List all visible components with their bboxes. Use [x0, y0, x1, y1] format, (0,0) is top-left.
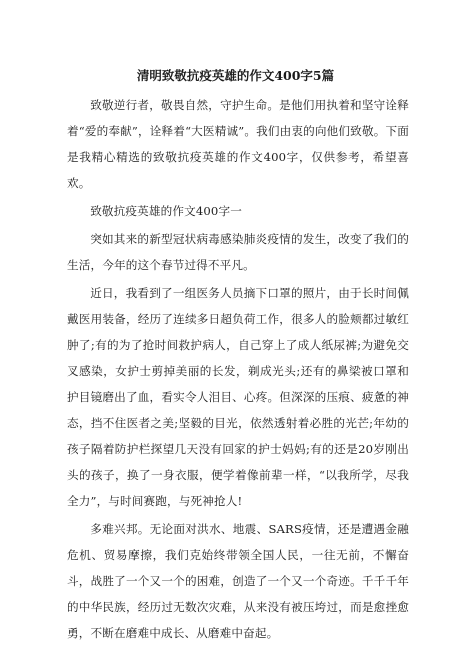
section-paragraph-1: 突如其来的新型冠状病毒感染肺炎疫情的发生，改变了我们的生活，今年的这个春节过得不平凡。	[67, 232, 409, 272]
section-paragraph-3: 多难兴邦。无论面对洪水、地震、SARS疫情，还是遭遇金融危机、贸易摩擦，我们克始终带领全国人民，一往无前，不懈奋斗，战胜了一个又一个的困难，创造了一个又一个奇迹。千千千年的中华民族，经历过无数次灾难，从来没有被压垮过，而是愈挫愈勇，不断在磨难中成长、从磨难中奋起。	[67, 522, 409, 640]
intro-block	[67, 92, 409, 196]
essay-section	[67, 198, 409, 646]
document-title: 清明致敬抗疫英雄的作文400字5篇	[136, 68, 335, 83]
section-heading: 致敬抗疫英雄的作文400字一	[90, 204, 242, 218]
intro-paragraph: 致敬逆行者，敬畏自然，守护生命。是他们用执着和坚守诠释着“爱的奉献”，诠释着“大医精诚”。我们由衷的向他们致敬。下面是我精心精选的致敬抗疫英雄的作文400字，仅供参考，希望喜欢。	[67, 98, 409, 190]
section-paragraph-2: 近日，我看到了一组医务人员摘下口罩的照片，由于长时间佩戴医用装备，经历了连续多日超负荷工作，很多人的脸颊都过敏红肿了;有的为了抢时间救护病人，自己穿上了成人纸尿裤;为避免交叉感染，女护士剪掉美丽的长发，剃成光头;还有的鼻梁被口罩和护目镜磨出了血，看实令人泪目、心疼。但深深的压痕、疲惫的神态，挡不住医者之美;坚毅的目光，依然透射着必胜的光芒;年幼的孩子隔着防护栏探望几天没有回家的护士妈妈;有的还是20岁刚出头的孩子，换了一身衣服，便学着像前辈一样，“以我所学，尽我全力”，与时间赛跑，与死神抢人!	[67, 286, 409, 508]
